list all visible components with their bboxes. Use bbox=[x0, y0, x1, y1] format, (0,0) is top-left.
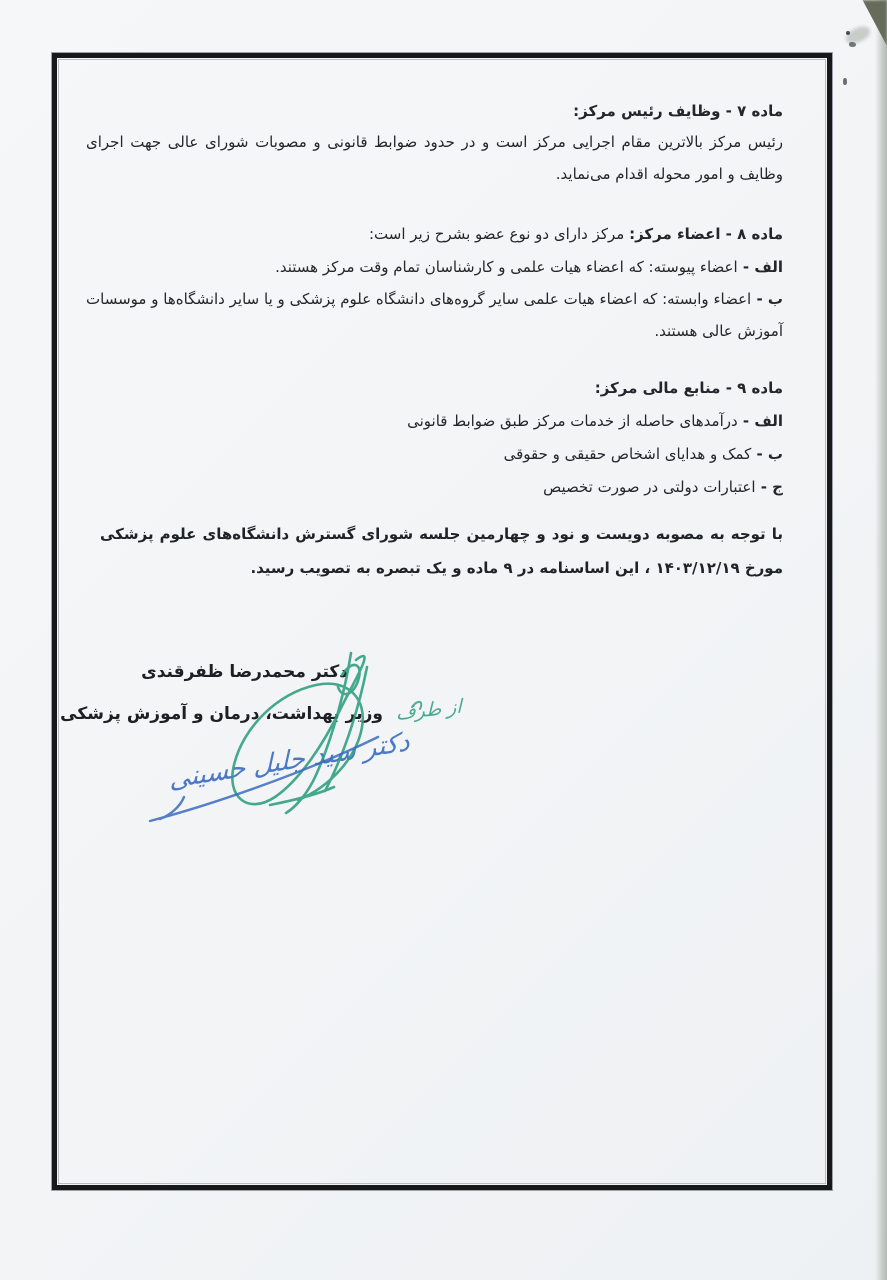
article8-heading: ماده ۸ - اعضاء مرکز: bbox=[629, 225, 783, 243]
article7-body: رئیس مرکز بالاترین مقام اجرایی مرکز است و در حدود ضوابط قانونی و مصوبات شورای عالی جهت اجرای وظایف و امور محوله اقدام می‌نماید. bbox=[86, 133, 783, 183]
scan-corner-smudge bbox=[843, 23, 872, 47]
item-label: ب - bbox=[751, 290, 783, 308]
article9-item-c bbox=[543, 471, 783, 503]
approval-paragraph: با توجه به مصوبه دویست و نود و چهارمین جلسه شورای گسترش دانشگاه‌های علوم پزشکی مورخ ۱۴۰۳/۱۲/۱۹ ، این اساسنامه در ۹ ماده و یک تبصره به تصویب رسید. bbox=[100, 525, 783, 577]
item-text: اعضاء وابسته: که اعضاء هیات علمی سایر گروه‌های دانشگاه علوم پزشکی و یا سایر دانشگاه‌ها و موسسات آموزش عالی هستند. bbox=[86, 290, 783, 340]
article8-item-b bbox=[86, 283, 783, 347]
minister-title: وزیر بهداشت، درمان و آموزش پزشکی bbox=[60, 704, 383, 724]
ink-speck bbox=[846, 31, 850, 35]
handwritten-signature-text: دکتر سید جلیل حسینی bbox=[169, 726, 410, 796]
article8-heading-line bbox=[369, 218, 783, 250]
scan-page-edge bbox=[875, 0, 887, 1280]
ink-speck bbox=[843, 78, 847, 85]
item-text: کمک و هدایای اشخاص حقیقی و حقوقی bbox=[503, 445, 752, 463]
item-text: اعضاء پیوسته: که اعضاء هیات علمی و کارشناسان تمام وقت مرکز هستند. bbox=[275, 258, 738, 276]
item-label: الف - bbox=[737, 258, 783, 276]
item-label: الف - bbox=[737, 412, 783, 430]
article9-item-a bbox=[407, 405, 783, 437]
minister-name: دکتر محمدرضا ظفرقندی bbox=[141, 662, 348, 682]
handwritten-note: از طرف bbox=[396, 695, 462, 725]
item-label: ج - bbox=[755, 478, 783, 496]
article8-intro: مرکز دارای دو نوع عضو بشرح زیر است: bbox=[368, 225, 630, 243]
ink-speck bbox=[849, 42, 856, 47]
article8-item-a bbox=[275, 251, 783, 283]
item-text: اعتبارات دولتی در صورت تخصیص bbox=[543, 478, 756, 496]
item-text: درآمدهای حاصله از خدمات مرکز طبق ضوابط قانونی bbox=[407, 412, 738, 430]
item-label: ب - bbox=[751, 445, 783, 463]
article7-heading: ماده ۷ - وظایف رئیس مرکز: bbox=[573, 102, 783, 120]
article9-item-b bbox=[504, 438, 783, 470]
article9-heading: ماده ۹ - منابع مالی مرکز: bbox=[594, 379, 783, 397]
